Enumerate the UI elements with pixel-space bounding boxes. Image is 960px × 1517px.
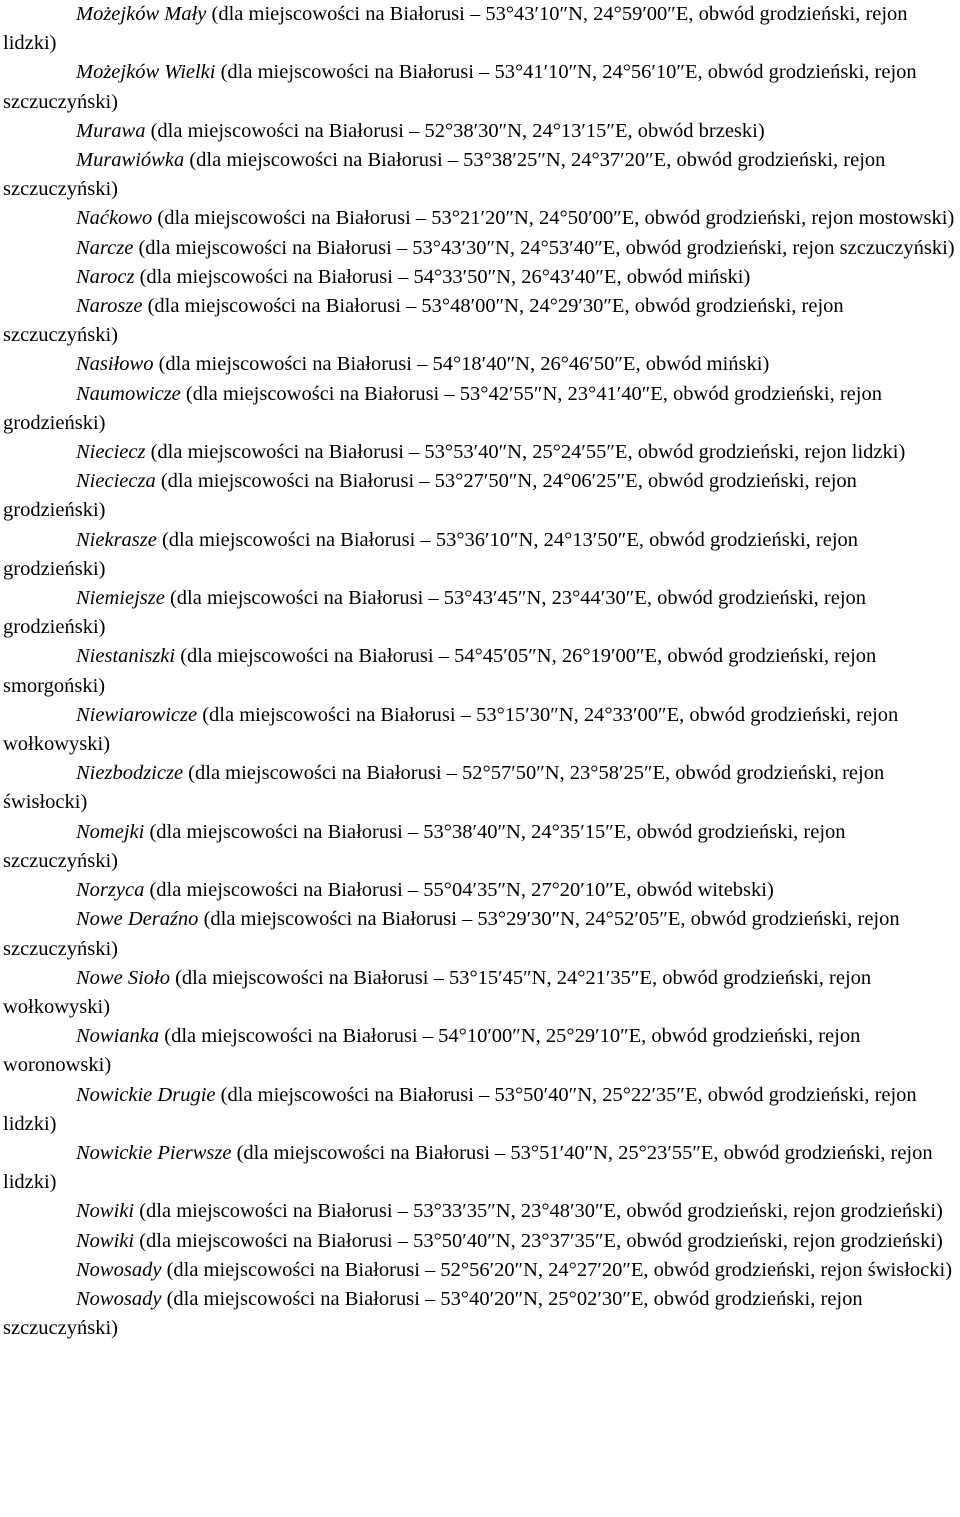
place-name: Nomejki <box>76 820 145 843</box>
entry <box>3 1139 960 1197</box>
place-name: Nowosady <box>76 1287 162 1310</box>
place-details: (dla miejscowości na Białorusi – 53°43′45″N, 23°44′30″E, obwód grodzieński, rejon grodzieński) <box>3 587 867 639</box>
place-name: Niezbodzicze <box>76 762 184 785</box>
entry <box>3 438 960 467</box>
place-details: (dla miejscowości na Białorusi – 54°18′40″N, 26°46′50″E, obwód miński) <box>153 353 770 376</box>
place-name: Naumowicze <box>76 382 181 405</box>
entry <box>3 964 960 1022</box>
place-details: (dla miejscowości na Białorusi – 53°27′50″N, 24°06′25″E, obwód grodzieński, rejon grodzieński) <box>3 470 857 522</box>
place-details: (dla miejscowości na Białorusi – 54°10′00″N, 25°29′10″E, obwód grodzieński, rejon woronowski) <box>3 1025 861 1077</box>
entry <box>3 1285 960 1343</box>
place-name: Naćkowo <box>76 207 153 230</box>
entry <box>3 234 960 263</box>
place-details: (dla miejscowości na Białorusi – 53°42′55″N, 23°41′40″E, obwód grodzieński, rejon grodzieński) <box>3 382 882 434</box>
entry <box>3 58 960 116</box>
place-details: (dla miejscowości na Białorusi – 52°57′50″N, 23°58′25″E, obwód grodzieński, rejon świsłocki) <box>3 762 885 814</box>
place-details: (dla miejscowości na Białorusi – 52°38′30″N, 24°13′15″E, obwód brzeski) <box>145 119 765 142</box>
place-name: Nowianka <box>76 1025 160 1048</box>
place-details: (dla miejscowości na Białorusi – 53°50′40″N, 23°37′35″E, obwód grodzieński, rejon grodzieński) <box>134 1229 943 1252</box>
place-name: Możejków Mały <box>76 3 207 25</box>
place-name: Narocz <box>76 265 135 288</box>
entry <box>3 292 960 350</box>
entry <box>3 642 960 700</box>
entry <box>3 701 960 759</box>
place-details: (dla miejscowości na Białorusi – 54°45′05″N, 26°19′00″E, obwód grodzieński, rejon smorgoński) <box>3 645 877 697</box>
place-name: Niewiarowicze <box>76 703 198 726</box>
place-name: Narcze <box>76 236 134 259</box>
entry <box>3 350 960 379</box>
place-name: Nasiłowo <box>76 353 154 376</box>
entry <box>3 584 960 642</box>
place-name: Nowe Sioło <box>76 966 170 989</box>
entry <box>3 1256 960 1285</box>
entry <box>3 818 960 876</box>
place-details: (dla miejscowości na Białorusi – 53°43′10″N, 24°59′00″E, obwód grodzieński, rejon lidzki) <box>3 3 908 55</box>
entry <box>3 0 960 58</box>
entry <box>3 876 960 905</box>
entry <box>3 263 960 292</box>
place-details: (dla miejscowości na Białorusi – 53°36′10″N, 24°13′50″E, obwód grodzieński, rejon grodzieński) <box>3 528 859 580</box>
place-name: Nowickie Pierwsze <box>76 1141 232 1164</box>
place-details: (dla miejscowości na Białorusi – 53°21′20″N, 24°50′00″E, obwód grodzieński, rejon mostowski) <box>152 207 955 230</box>
place-name: Nowickie Drugie <box>76 1083 216 1106</box>
entry <box>3 146 960 204</box>
place-name: Murawa <box>76 119 146 142</box>
place-details: (dla miejscowości na Białorusi – 53°40′20″N, 25°02′30″E, obwód grodzieński, rejon szczuczyński) <box>3 1287 863 1340</box>
place-details: (dla miejscowości na Białorusi – 53°41′10″N, 24°56′10″E, obwód grodzieński, rejon szczuczyński) <box>3 61 917 113</box>
place-details: (dla miejscowości na Białorusi – 55°04′35″N, 27°20′10″E, obwód witebski) <box>144 879 774 902</box>
place-name: Nowiki <box>76 1200 135 1223</box>
entry <box>3 1081 960 1139</box>
entry <box>3 905 960 963</box>
entry <box>3 117 960 146</box>
place-name: Niestaniszki <box>76 645 176 668</box>
place-name: Nowosady <box>76 1258 162 1281</box>
place-details: (dla miejscowości na Białorusi – 53°33′35″N, 23°48′30″E, obwód grodzieński, rejon grodzieński) <box>134 1200 943 1223</box>
entry <box>3 759 960 817</box>
place-name: Nowe Deraźno <box>76 908 199 931</box>
entry <box>3 204 960 233</box>
place-details: (dla miejscowości na Białorusi – 53°53′40″N, 25°24′55″E, obwód grodzieński, rejon lidzki) <box>145 441 906 464</box>
entry <box>3 1227 960 1256</box>
place-name: Niecieczа <box>76 470 156 493</box>
place-details: (dla miejscowości na Białorusi – 54°33′50″N, 26°43′40″E, obwód miński) <box>134 265 751 288</box>
place-name: Niemiejsze <box>76 587 165 610</box>
place-name: Możejków Wielki <box>76 61 216 84</box>
place-details: (dla miejscowości na Białorusi – 53°29′30″N, 24°52′05″E, obwód grodzieński, rejon szczuczyński) <box>3 908 900 960</box>
entry <box>3 380 960 438</box>
entry <box>3 526 960 584</box>
entry <box>3 1022 960 1080</box>
entry <box>3 467 960 525</box>
place-name: Niekrasze <box>76 528 157 551</box>
place-name: Murawiówka <box>76 149 185 172</box>
place-details: (dla miejscowości na Białorusi – 53°48′00″N, 24°29′30″E, obwód grodzieński, rejon szczuczyński) <box>3 295 844 347</box>
place-details: (dla miejscowości na Białorusi – 53°43′30″N, 24°53′40″E, obwód grodzieński, rejon szczuczyński) <box>133 236 955 259</box>
entry <box>3 1197 960 1226</box>
place-name: Nowiki <box>76 1229 135 1252</box>
place-details: (dla miejscowości na Białorusi – 52°56′20″N, 24°27′20″E, obwód grodzieński, rejon świsłocki) <box>161 1258 953 1281</box>
place-details: (dla miejscowości na Białorusi – 53°15′30″N, 24°33′00″E, obwód grodzieński, rejon wołkowyski) <box>3 703 899 756</box>
place-details: (dla miejscowości na Białorusi – 53°38′40″N, 24°35′15″E, obwód grodzieński, rejon szczuczyński) <box>3 820 846 872</box>
place-details: (dla miejscowości na Białorusi – 53°15′45″N, 24°21′35″E, obwód grodzieński, rejon wołkowyski) <box>3 966 872 1018</box>
place-name: Nieciecz <box>76 441 146 464</box>
place-details: (dla miejscowości na Białorusi – 53°50′40″N, 25°22′35″E, obwód grodzieński, rejon lidzki) <box>3 1083 917 1135</box>
place-name: Narosze <box>76 295 143 318</box>
place-name: Norzyca <box>76 879 145 902</box>
place-details: (dla miejscowości na Białorusi – 53°51′40″N, 25°23′55″E, obwód grodzieński, rejon lidzki) <box>3 1141 933 1194</box>
place-details: (dla miejscowości na Białorusi – 53°38′25″N, 24°37′20″E, obwód grodzieński, rejon szczuczyński) <box>3 149 886 201</box>
